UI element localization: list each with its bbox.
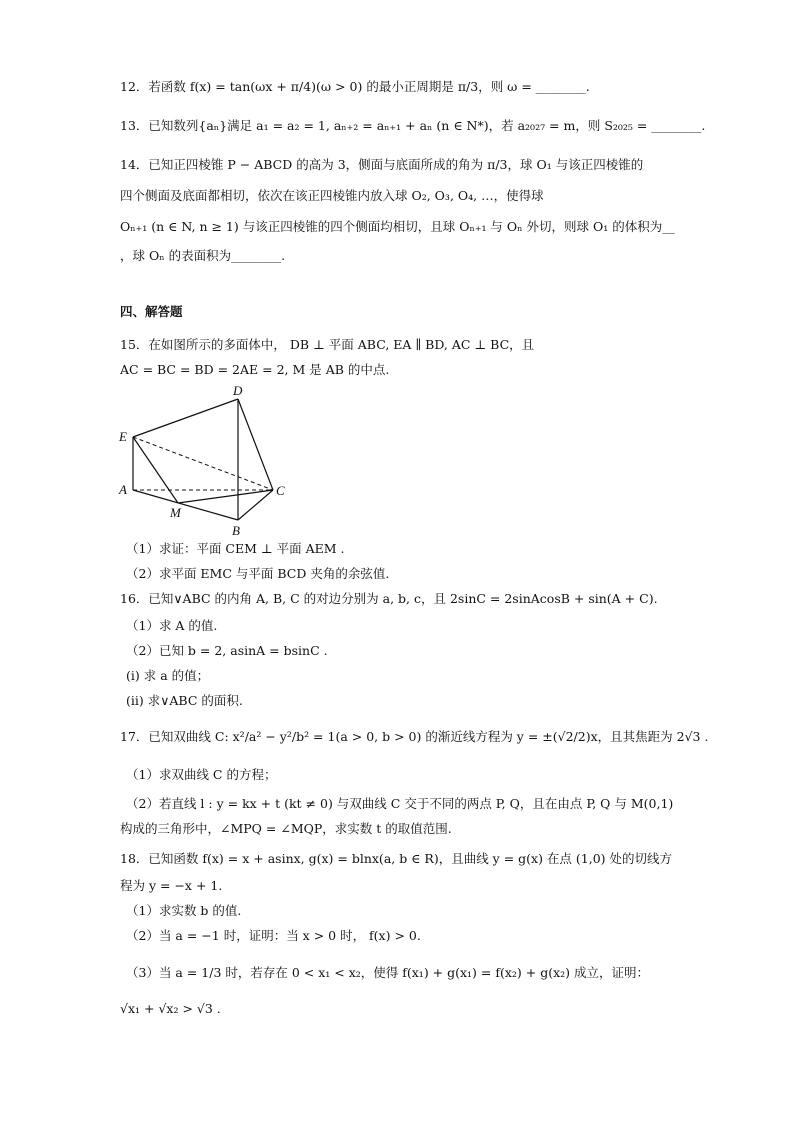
question-15-line-1: 15．在如图所示的多面体中， DB ⊥ 平面 ABC, EA ∥ BD, AC ⊥ BC，且 — [120, 337, 535, 352]
question-12: 12．若函数 f(x) = tan(ωx + π/4)(ω > 0) 的最小正周期是 π/3，则 ω = ________. — [120, 79, 590, 94]
question-14-line-3: Oₙ₊₁ (n ∈ N, n ≥ 1) 与该正四棱锥的四个侧面均相切，且球 Oₙ₊₁ 与 Oₙ 外切，则球 O₁ 的体积为__ — [120, 219, 675, 234]
question-18-sub-3-cont: √x₁ + √x₂ > √3 . — [120, 1001, 221, 1016]
question-16-line-1: 16．已知∨ABC 的内角 A, B, C 的对边分别为 a, b, c，且 2sinC = 2sinAcosB + sin(A + C). — [120, 591, 658, 606]
polyhedron-figure — [112, 380, 312, 540]
vertex-D-label: D — [233, 383, 243, 398]
vertex-E-label: E — [119, 429, 127, 444]
vertex-A-label: A — [119, 482, 127, 497]
question-14-line-4: ，球 Oₙ 的表面积为________. — [120, 248, 286, 263]
question-15-sub-2: （2）求平面 EMC 与平面 BCD 夹角的余弦值. — [126, 566, 390, 581]
question-15-line-2: AC = BC = BD = 2AE = 2, M 是 AB 的中点. — [120, 362, 390, 377]
question-17-sub-2: （2）若直线 l : y = kx + t (kt ≠ 0) 与双曲线 C 交于不同的两点 P, Q，且在由点 P, Q 与 M(0,1) — [126, 796, 674, 811]
question-13: 13．已知数列{aₙ}满足 a₁ = a₂ = 1, aₙ₊₂ = aₙ₊₁ + aₙ (n ∈ N*)，若 a₂₀₂₇ = m，则 S₂₀₂₅ = ________. — [120, 118, 706, 133]
question-17-sub-1: （1）求双曲线 C 的方程； — [126, 767, 277, 782]
edge-AB — [133, 490, 238, 520]
question-16-sub-4: (ii) 求∨ABC 的面积. — [126, 693, 243, 708]
vertex-C-label: C — [276, 483, 285, 498]
edge-EM — [133, 437, 178, 503]
question-16-sub-1: （1）求 A 的值. — [126, 618, 218, 633]
vertex-M-label: M — [170, 505, 181, 520]
edge-EC — [133, 437, 273, 490]
edge-MC — [178, 490, 273, 503]
question-18-line-1: 18．已知函数 f(x) = x + asinx, g(x) = blnx(a, b ∈ R)，且曲线 y = g(x) 在点 (1,0) 处的切线方 — [120, 851, 673, 866]
question-15-sub-1: （1）求证：平面 CEM ⊥ 平面 AEM . — [126, 541, 345, 556]
question-18-line-2: 程为 y = −x + 1. — [120, 878, 223, 893]
question-18-sub-1: （1）求实数 b 的值. — [126, 903, 242, 918]
question-17-sub-2-cont: 构成的三角形中，∠MPQ = ∠MQP，求实数 t 的取值范围. — [120, 821, 452, 836]
question-18-sub-3: （3）当 a = 1/3 时，若存在 0 < x₁ < x₂，使得 f(x₁) + g(x₁) = f(x₂) + g(x₂) 成立，证明： — [126, 965, 649, 980]
question-16-sub-3: (i) 求 a 的值； — [126, 668, 210, 683]
question-16-sub-2: （2）已知 b = 2, asinA = bsinC . — [126, 643, 328, 658]
edge-DC — [238, 399, 273, 490]
section-heading: 四、解答题 — [120, 304, 183, 319]
edge-ED — [133, 399, 238, 437]
question-14-line-2: 四个侧面及底面都相切，依次在该正四棱锥内放入球 O₂, O₃, O₄, …，使得球 — [120, 188, 544, 203]
vertex-B-label: B — [232, 523, 240, 538]
question-14-line-1: 14．已知正四棱锥 P − ABCD 的高为 3，侧面与底面所成的角为 π/3，球 O₁ 与该正四棱锥的 — [120, 157, 644, 172]
question-17-line-1: 17．已知双曲线 C: x²/a² − y²/b² = 1(a > 0, b > 0) 的渐近线方程为 y = ±(√2/2)x，且其焦距为 2√3 . — [120, 729, 709, 744]
question-18-sub-2: （2）当 a = −1 时，证明：当 x > 0 时， f(x) > 0. — [126, 928, 421, 943]
